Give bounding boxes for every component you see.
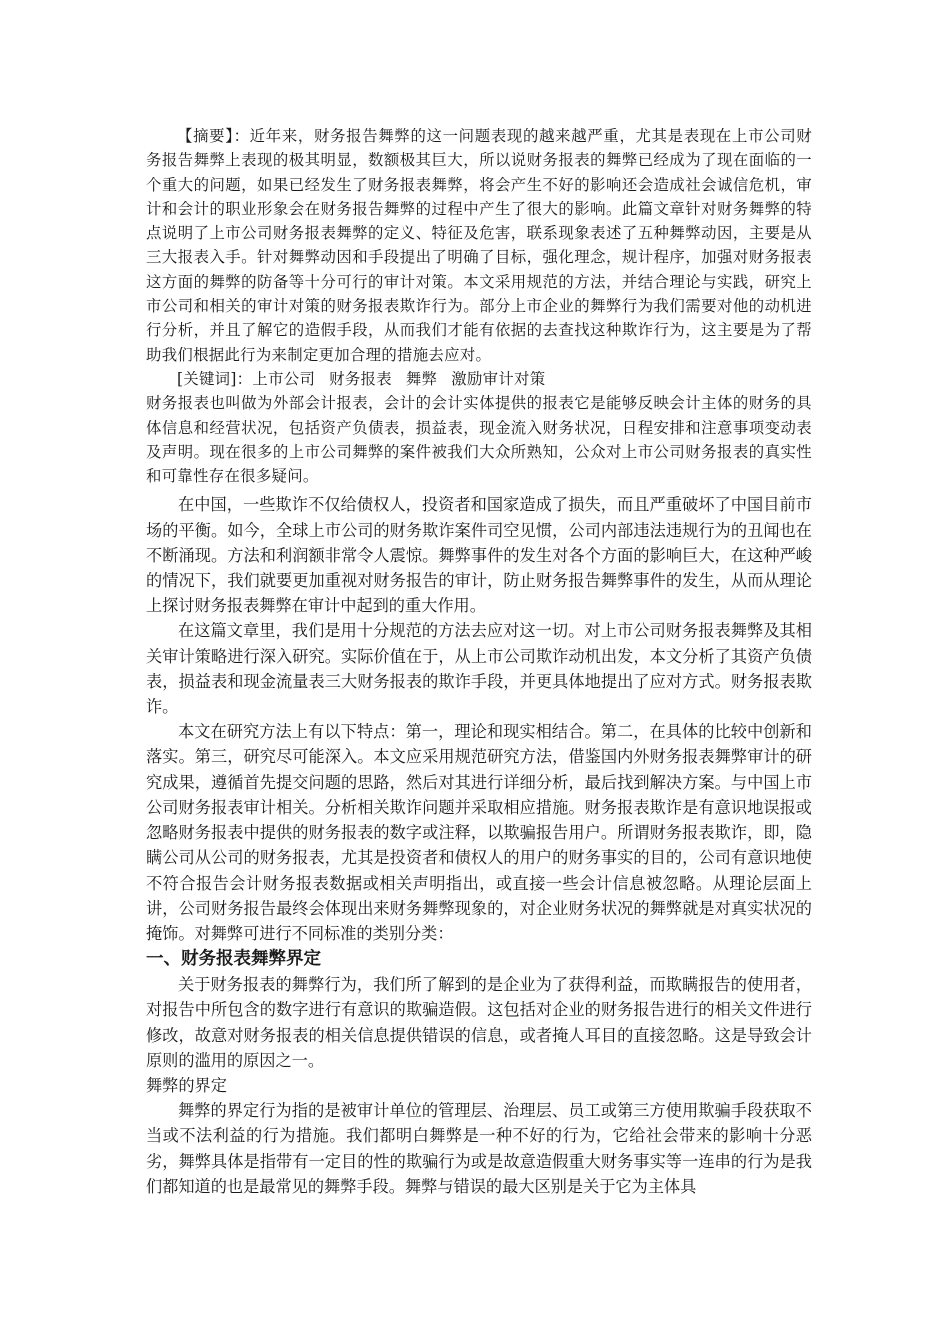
body-paragraph: 在中国，一些欺诈不仅给债权人，投资者和国家造成了损失，而且严重破坏了中国目前市场的平衡。如今，全球上市公司的财务欺诈案件司空见惯，公司内部违法违规行为的丑闻也在不断涌现。方法和利润额非常令人震惊。舞弊事件的发生对各个方面的影响巨大，在这种严峻的情况下，我们就要更加重视对财务报告的审计，防止财务报告舞弊事件的发生，从而从理论上探讨财务报表舞弊在审计中起到的重大作用。	[146, 495, 812, 616]
body-paragraph: 在这篇文章里，我们是用十分规范的方法去应对这一切。对上市公司财务报表舞弊及其相关审计策略进行深入研究。实际价值在于，从上市公司欺诈动机出发，本文分析了其资产负债表，损益表和现金流量表三大财务报表的欺诈手段，并更具体地提出了应对方式。财务报表欺诈。	[146, 621, 812, 717]
section-paragraph: 关于财务报表的舞弊行为，我们所了解到的是企业为了获得利益，而欺瞒报告的使用者，对报告中所包含的数字进行有意识的欺骗造假。这包括对企业的财务报告进行的相关文件进行修改，故意对财务报表的相关信息提供错误的信息，或者掩人耳目的直接忽略。这是导致会计原则的滥用的原因之一。	[146, 975, 812, 1070]
keyword-term: 财务报表	[329, 369, 392, 388]
abstract-paragraph: 【摘要】：近年来，财务报告舞弊的这一问题表现的越来越严重，尤其是表现在上市公司财务报告舞弊上表现的极其明显，数额极其巨大，所以说财务报表的舞弊已经成为了现在面临的一个重大的问题，如果已经发生了财务报表舞弊，将会产生不好的影响还会造成社会诚信危机，审计和会计的职业形象会在财务报告舞弊的过程中产生了很大的影响。此篇文章针对财务舞弊的特点说明了上市公司财务报表舞弊的定义、特征及危害，联系现象表述了五种舞弊动因，主要是从三大报表入手。针对舞弊动因和手段提出了明确了目标，强化理念，规计程序，加强对财务报表这方面的舞弊的防备等十分可行的审计对策。本文采用规范的方法，并结合理论与实践，研究上市公司和相关的审计对策的财务报表欺诈行为。部分上市企业的舞弊行为我们需要对他的动机进行分析，并且了解它的造假手段，从而我们才能有依据的去查找这种欺诈行为，这主要是为了帮助我们根据此行为来制定更加合理的措施去应对。	[146, 127, 812, 364]
keyword-term: 上市公司	[252, 369, 316, 388]
body-paragraph: 本文在研究方法上有以下特点：第一，理论和现实相结合。第二，在具体的比较中创新和落实。第三，研究尽可能深入。本文应采用规范研究方法，借鉴国内外财务报表舞弊审计的研究成果，遵循首先提交问题的思路，然后对其进行详细分析，最后找到解决方案。与中国上市公司财务报表审计相关。分析相关欺诈问题并采取相应措施。财务报表欺诈是有意识地误报或忽略财务报表中提供的财务报表的数字或注释，以欺骗报告用户。所谓财务报表欺诈，即，隐瞒公司从公司的财务报表，尤其是投资者和债权人的用户的财务事实的目的，公司有意识地使不符合报告会计财务报表数据或相关声明指出，或直接一些会计信息被忽略。从理论层面上讲，公司财务报告最终会体现出来财务舞弊现象的，对企业财务状况的舞弊就是对真实状况的掩饰。对舞弊可进行不同标准的类别分类：	[146, 722, 812, 943]
keywords-label: [关键词]：	[177, 369, 253, 388]
keyword-term: 激励审计对策	[451, 369, 546, 388]
keyword-term: 舞弊	[405, 369, 438, 388]
subsection-heading: 舞弊的界定	[146, 1075, 227, 1095]
section-heading: 一、财务报表舞弊界定	[146, 949, 321, 970]
document-content	[146, 124, 812, 1199]
subsection-paragraph: 舞弊的界定行为指的是被审计单位的管理层、治理层、员工或第三方使用欺骗手段获取不当或不法利益的行为措施。我们都明白舞弊是一种不好的行为，它给社会带来的影响十分恶劣，舞弊具体是指带有一定目的性的欺骗行为或是故意造假重大财务事实等一连串的行为是我们都知道的也是最常见的舞弊手段。舞弊与错误的最大区别是关于它为主体具	[146, 1101, 812, 1196]
intro-paragraph: 财务报表也叫做为外部会计报表，会计的会计实体提供的报表它是能够反映会计主体的财务的具体信息和经营状况，包括资产负债表，损益表，现金流入财务状况，日程安排和注意事项变动表及声明。现在很多的上市公司舞弊的案件被我们大众所熟知，公众对上市公司财务报表的真实性和可靠性存在很多疑问。	[146, 394, 812, 486]
keywords-line	[146, 367, 812, 391]
